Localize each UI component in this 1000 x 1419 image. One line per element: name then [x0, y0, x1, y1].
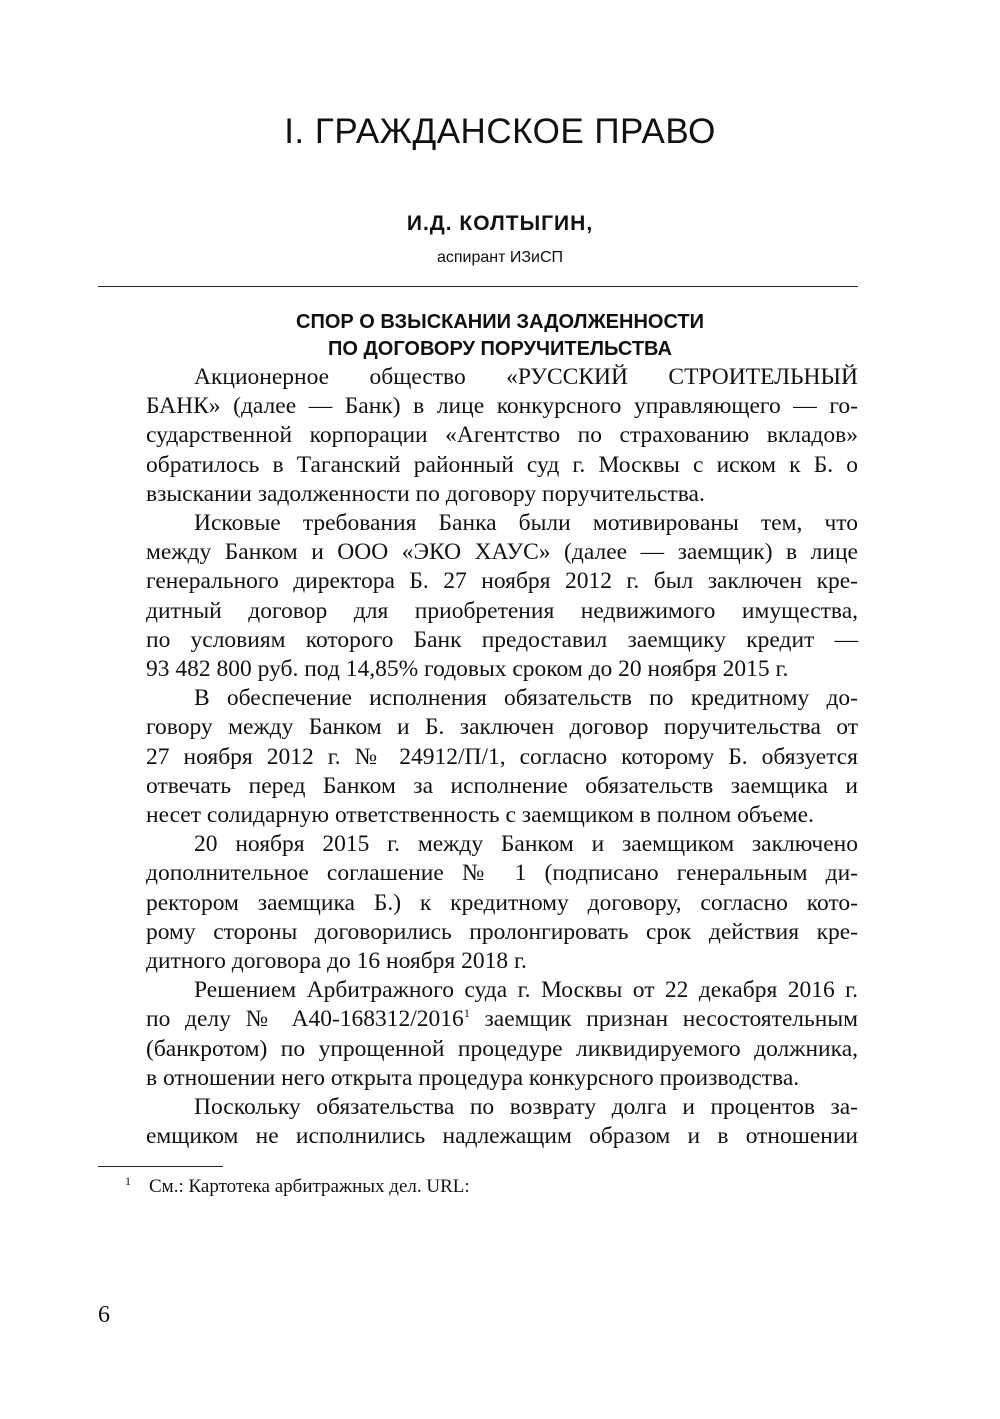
- text-line: дополнительное соглашение № 1 (подписано генеральным ди-: [146, 860, 858, 887]
- text-line-with-footnote: [98, 1005, 858, 1034]
- footnote-mark: 1: [125, 1174, 131, 1188]
- text-line: Поскольку обязательства по возврату долга и процентов за-: [194, 1094, 858, 1121]
- paragraph: [98, 830, 858, 976]
- text-line: по условиям которого Банк предоставил заемщику кредит —: [146, 626, 858, 653]
- text-line: говору между Банком и Б. заключен договор поручительства от: [146, 714, 858, 741]
- article-title: [0, 309, 1000, 363]
- article-title-line: ПО ДОГОВОРУ ПОРУЧИТЕЛЬСТВА: [328, 338, 672, 360]
- text-line: дитного договора до 16 ноября 2018 г.: [146, 948, 527, 975]
- text-line: Акционерное общество «РУССКИЙ СТРОИТЕЛЬНЫЙ: [194, 364, 858, 390]
- section-title: I. ГРАЖДАНСКОЕ ПРАВО: [284, 112, 716, 151]
- text-line: генерального директора Б. 27 ноября 2012 г. был заключен кре-: [146, 568, 858, 595]
- text-line: отвечать перед Банком за исполнение обязательств заемщика и: [146, 772, 858, 799]
- paragraph: [98, 684, 858, 830]
- footnote-divider: [98, 1166, 223, 1167]
- paragraph: [98, 363, 858, 509]
- text-line: ректором заемщика Б.) к кредитному договору, согласно кото-: [146, 889, 858, 916]
- text-line: емщиком не исполнились надлежащим образом и в отношении: [146, 1123, 858, 1150]
- text-line: В обеспечение исполнения обязательств по кредитному до-: [194, 685, 858, 712]
- footnote: [125, 1174, 470, 1198]
- text-line: взыскании задолженности по договору поручительства.: [146, 480, 705, 507]
- text-fragment: по делу № А40-168312/2016: [146, 1006, 464, 1033]
- footnote-reference[interactable]: 1: [463, 1006, 470, 1021]
- article-body: [98, 363, 858, 1151]
- text-fragment: заемщик признан несостоятельным: [469, 1006, 858, 1033]
- text-line: рому стороны договорились пролонгировать срок действия кре-: [146, 918, 858, 945]
- paragraph: [98, 1093, 858, 1151]
- text-line: в отношении него открыта процедура конкурсного производства.: [146, 1064, 800, 1091]
- text-line: Решением Арбитражного суда г. Москвы от 22 декабря 2016 г.: [194, 977, 858, 1004]
- author-name: И.Д. КОЛТЫГИН,: [406, 212, 594, 235]
- article-title-line: СПОР О ВЗЫСКАНИИ ЗАДОЛЖЕННОСТИ: [296, 311, 704, 333]
- text-line: сударственной корпорации «Агентство по страхованию вкладов»: [146, 422, 858, 449]
- text-line: 27 ноября 2012 г. № 24912/П/1, согласно которому Б. обязуется: [146, 743, 858, 770]
- text-line: несет солидарную ответственность с заемщиком в полном объеме.: [146, 802, 814, 829]
- text-line: 20 ноября 2015 г. между Банком и заемщиком заключено: [194, 831, 858, 858]
- text-line: обратилось в Таганский районный суд г. Москвы с иском к Б. о: [146, 451, 858, 478]
- footnote-text: См.: Картотека арбитражных дел. URL:: [149, 1176, 470, 1197]
- page-number: 6: [98, 1302, 110, 1328]
- text-line: 93 482 800 руб. под 14,85% годовых сроком до 20 ноября 2015 г.: [146, 656, 789, 683]
- header-divider: [98, 286, 858, 287]
- text-line: Исковые требования Банка были мотивированы тем, что: [194, 510, 858, 537]
- text-line: дитный договор для приобретения недвижимого имущества,: [146, 597, 858, 624]
- text-line: БАНК» (далее — Банк) в лице конкурсного управляющего — го-: [146, 393, 858, 420]
- author-affiliation: аспирант ИЗиСП: [436, 249, 564, 266]
- text-line: (банкротом) по упрощенной процедуре ликвидируемого должника,: [146, 1035, 858, 1062]
- paragraph: [98, 509, 858, 684]
- paragraph: [98, 976, 858, 1093]
- text-line: между Банком и ООО «ЭКО ХАУС» (далее — заемщик) в лице: [146, 539, 858, 566]
